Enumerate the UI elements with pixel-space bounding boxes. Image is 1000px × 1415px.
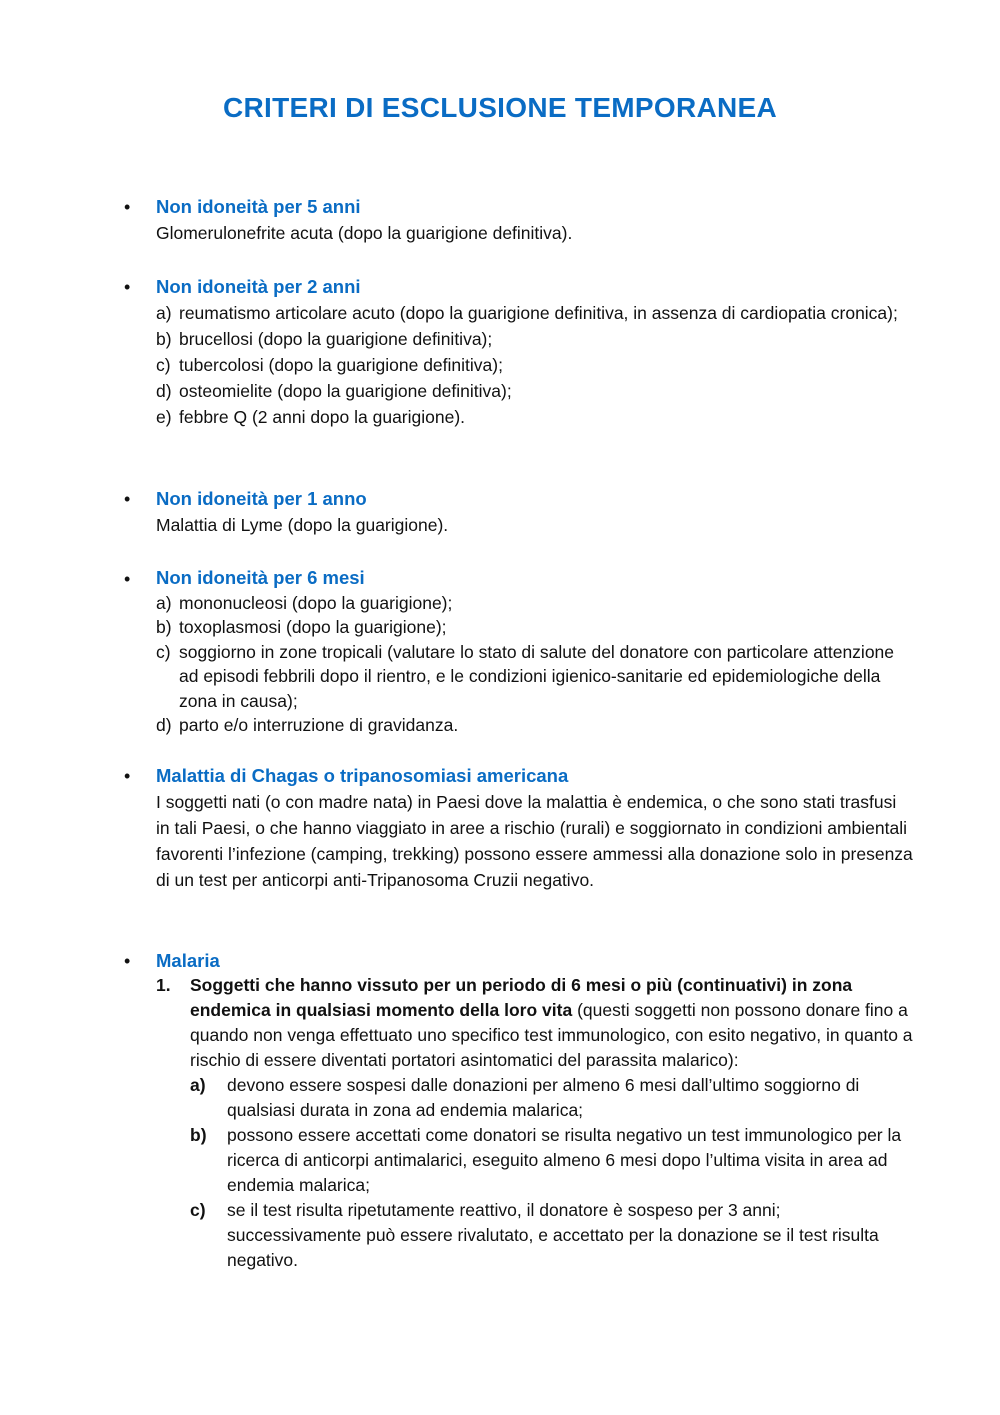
- bullet: •: [124, 489, 131, 509]
- sub-item: [190, 1123, 914, 1198]
- section-heading: Non idoneità per 1 anno: [156, 488, 367, 509]
- list-item: [156, 300, 914, 326]
- bullet: •: [124, 569, 131, 589]
- section-text: Glomerulonefrite acuta (dopo la guarigione definitiva).: [156, 223, 573, 243]
- item-text: osteomielite (dopo la guarigione definitiva);: [179, 381, 512, 401]
- bullet: •: [124, 766, 131, 786]
- item-number: 1.: [156, 975, 171, 995]
- sub-item-text: se il test risulta ripetutamente reattivo, il donatore è sospeso per 3 anni; successivamente può essere rivalutato, e accettato per la donazione se il test risulta negativo.: [227, 1200, 879, 1270]
- numbered-item: [156, 973, 914, 1273]
- section-malaria: [124, 948, 914, 1273]
- item-bold-text: Soggetti che hanno vissuto per un periodo di 6 mesi o più (continuativi) in zona endemica in qualsiasi momento della loro vita: [190, 975, 853, 1020]
- section-chagas: [124, 763, 914, 893]
- sub-item: [190, 1198, 914, 1273]
- item-marker: c): [156, 641, 171, 662]
- item-text: febbre Q (2 anni dopo la guarigione).: [179, 407, 466, 427]
- list-item: [156, 640, 914, 714]
- sub-item-marker: c): [190, 1200, 206, 1220]
- bullet: •: [124, 277, 131, 297]
- section-text: I soggetti nati (o con madre nata) in Paesi dove la malattia è endemica, o che sono stati trasfusi in tali Paesi, o che hanno viaggiato in aree a rischio (rurali) e soggiornato in condizioni ambientali favorenti l’infezione (camping, trekking) possono essere ammessi alla donazione solo in presenza di un test per anticorpi anti-Tripanosoma Cruzii negativo.: [156, 792, 913, 890]
- bullet: •: [124, 951, 131, 971]
- item-text: reumatismo articolare acuto (dopo la guarigione definitiva, in assenza di cardiopatia cronica);: [179, 303, 898, 323]
- item-marker: e): [156, 407, 172, 427]
- sub-item-marker: b): [190, 1125, 207, 1145]
- section-2-anni: [124, 274, 914, 430]
- item-marker: d): [156, 715, 172, 735]
- list-item: [156, 615, 914, 640]
- bullet: •: [124, 197, 131, 217]
- section-heading: Non idoneità per 2 anni: [156, 276, 361, 297]
- section-1-anno: [124, 486, 914, 538]
- item-marker: c): [156, 355, 171, 375]
- list-item: [156, 404, 914, 430]
- list-item: [156, 591, 914, 616]
- item-text: mononucleosi (dopo la guarigione);: [179, 592, 453, 613]
- item-text: soggiorno in zone tropicali (valutare lo stato di salute del donatore con particolare attenzione ad episodi febbrili dopo il rientro, e le condizioni igienico-sanitarie ed epidemiologiche della zona in causa);: [179, 641, 895, 711]
- section-heading: Malaria: [156, 950, 220, 971]
- item-text: parto e/o interruzione di gravidanza.: [179, 715, 459, 735]
- section-text: Malattia di Lyme (dopo la guarigione).: [156, 515, 449, 535]
- sub-list: [190, 1073, 914, 1273]
- sub-item-text: possono essere accettati come donatori se risulta negativo un test immunologico per la ricerca di anticorpi antimalarici, eseguito almeno 6 mesi dopo l’ultima visita in area ad endemia malarica;: [227, 1125, 902, 1195]
- item-marker: b): [156, 329, 172, 349]
- list-item: [156, 713, 914, 738]
- item-text: brucellosi (dopo la guarigione definitiva);: [179, 329, 493, 349]
- item-marker: a): [156, 303, 172, 323]
- item-marker: a): [156, 592, 172, 613]
- section-heading: Non idoneità per 5 anni: [156, 196, 361, 217]
- item-text: tubercolosi (dopo la guarigione definitiva);: [179, 355, 503, 375]
- section-heading: Non idoneità per 6 mesi: [156, 567, 365, 588]
- section-6-mesi: [124, 566, 914, 738]
- page-title: CRITERI DI ESCLUSIONE TEMPORANEA: [222, 92, 778, 123]
- section-5-anni: [124, 194, 914, 246]
- item-text: toxoplasmosi (dopo la guarigione);: [179, 617, 447, 637]
- sub-item-marker: a): [190, 1075, 206, 1095]
- sub-item: [190, 1073, 914, 1123]
- item-marker: d): [156, 381, 172, 401]
- item-marker: b): [156, 617, 172, 637]
- item-text: (questi soggetti non possono donare fino a quando non venga effettuato uno specifico test immunologico, con esito negativo, in quanto a rischio di essere diventati portatori asintomatici del parassita malarico):: [190, 1000, 913, 1070]
- list-item: [156, 326, 914, 352]
- list-item: [156, 378, 914, 404]
- section-heading: Malattia di Chagas o tripanosomiasi americana: [156, 765, 569, 786]
- list-item: [156, 352, 914, 378]
- sub-item-text: devono essere sospesi dalle donazioni per almeno 6 mesi dall’ultimo soggiorno di qualsiasi durata in zona ad endemia malarica;: [227, 1075, 860, 1120]
